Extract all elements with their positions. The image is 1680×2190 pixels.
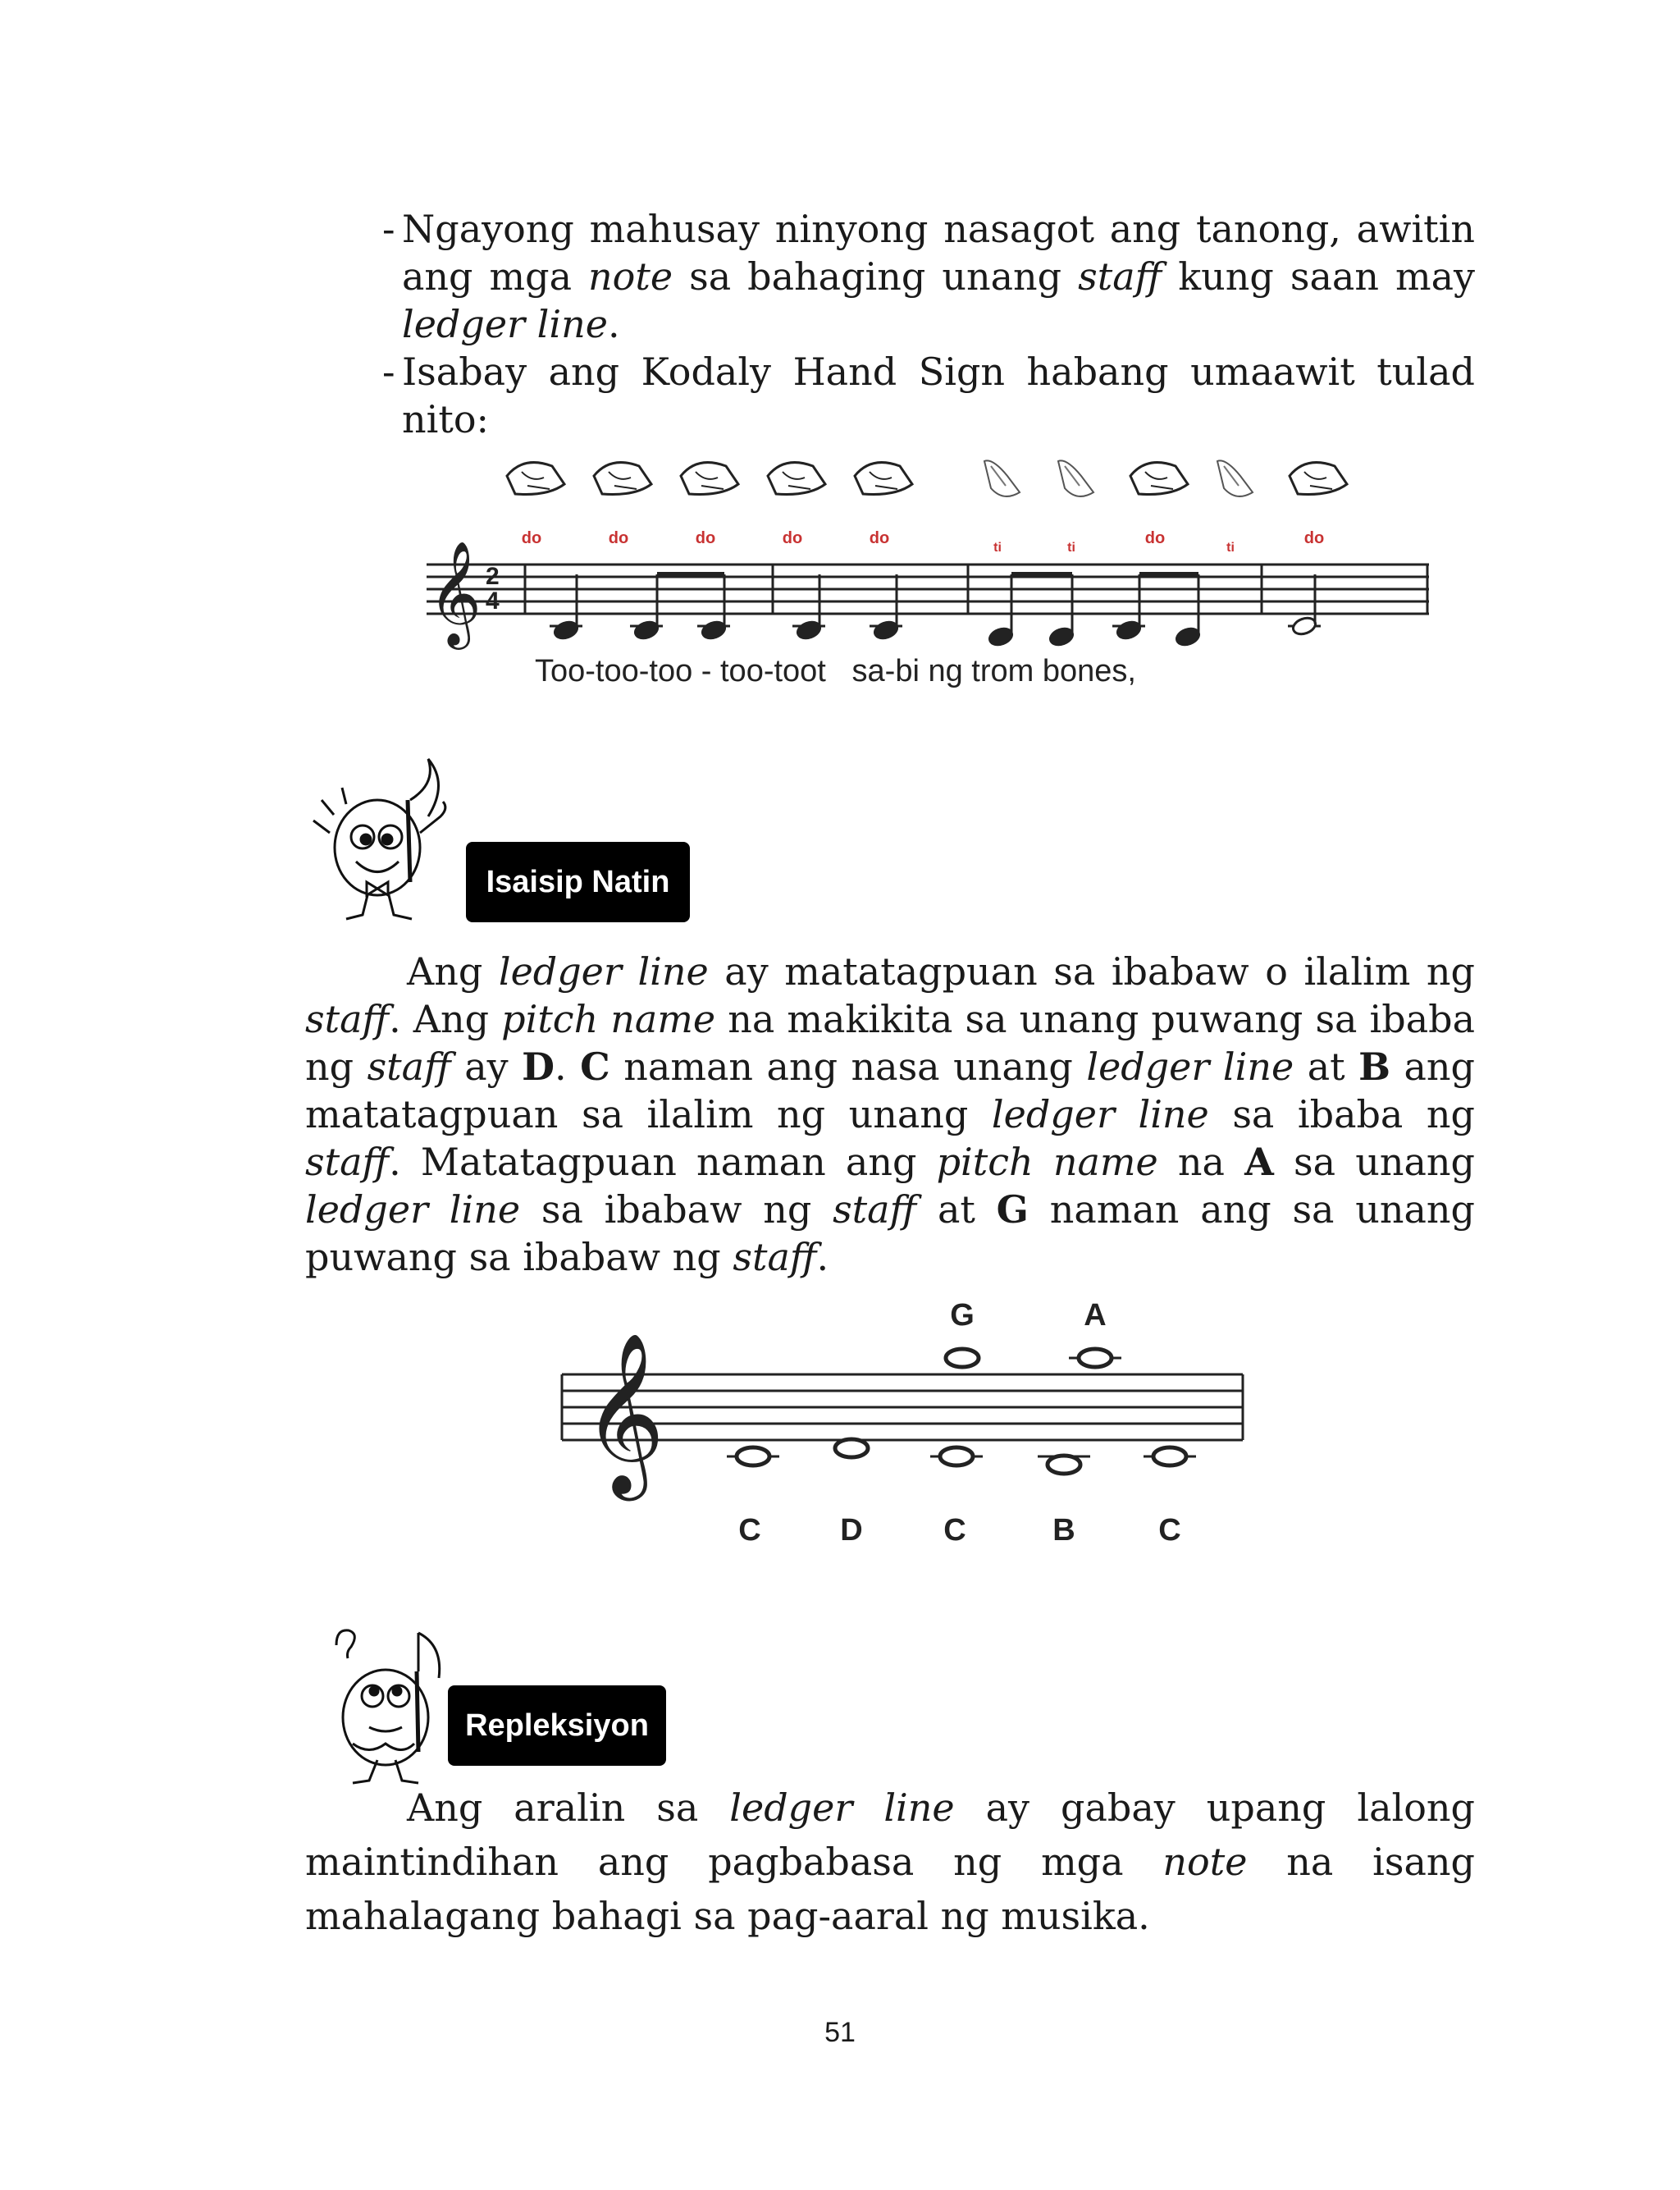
bullet-text [402,207,1475,346]
italic-term: ledger line [991,1092,1209,1136]
text-run: ay matatagpuan sa ibabaw o ilalim ng [708,949,1476,994]
text-run: . Matatagpuan naman ang [389,1140,937,1184]
quarter-note [1048,574,1075,647]
note-label-c1: C [738,1513,761,1548]
quarter-note [870,574,902,641]
note-label-c3: C [1158,1513,1181,1548]
text-run: sa bahaging unang [673,254,1079,299]
italic-term: ledger line [402,302,608,346]
mascot-thinking-icon [320,1621,459,1785]
svg-text:𝄞: 𝄞 [428,540,482,645]
hand-sign-ti-icon [1217,460,1253,496]
time-sig-top: 2 [486,563,500,590]
solfege-syllable: ti [993,541,1002,555]
italic-term: pitch name [936,1140,1158,1184]
hand-sign-do-icon [594,463,651,495]
italic-term: staff [733,1235,817,1279]
repleksiyon-label: Repleksiyon [448,1685,666,1766]
note-label-g: G [950,1298,975,1333]
solfege-syllable: ti [1067,541,1075,555]
quarter-note [1112,574,1145,641]
text-run: ay [450,1045,523,1089]
time-signature [486,563,500,615]
instruction-bullet-2 [382,348,1475,443]
italic-term: staff [305,997,390,1041]
italic-term: staff [367,1045,451,1089]
solfege-syllable: do [1144,529,1166,547]
whole-note [1144,1447,1196,1465]
note-label-b: B [1052,1513,1075,1548]
text-run: na makikita sa unang puwang sa ibaba ng [305,997,1475,1089]
svg-text:𝄞: 𝄞 [582,1332,665,1494]
text-run: . [816,1235,829,1279]
quarter-note [550,574,582,641]
italic-term: staff [1078,254,1162,299]
treble-clef-icon [582,1332,664,1501]
text-run: ay gabay upang lalong maintindihan ang pagbabasa ng mga [305,1785,1475,1884]
quarter-note [1175,574,1201,647]
solfege-syllable: do [869,529,890,547]
whole-note [1038,1456,1090,1474]
text-run: . Ang [389,997,502,1041]
whole-note [936,1349,988,1374]
solfege-syllable: do [695,529,716,547]
score-notes [550,574,1321,647]
text-run: Ngayong mahusay ninyong nasagot ang tanong, awitin ang mga [402,207,1475,299]
text-run: ang matatagpuan sa ilalim ng unang [305,1045,1476,1136]
repleksiyon-paragraph [305,1781,1475,1943]
instruction-bullet-1 [382,205,1475,348]
text-run: sa ibabaw ng [520,1187,833,1232]
text-run: naman ang nasa unang [609,1045,1087,1089]
note-label-c2: C [943,1513,966,1548]
text-run: kung saan may [1162,254,1475,299]
text-run: Ang aralin sa [407,1785,730,1830]
solfege-syllables [522,529,1324,555]
solfege-syllable: do [782,529,803,547]
italic-term: note [1162,1840,1248,1884]
hand-sign-do-icon [855,463,912,495]
whole-note [930,1447,983,1465]
solfege-syllable: do [1303,529,1325,547]
hand-sign-ti-icon [984,460,1020,496]
bold-term: B [1358,1045,1390,1089]
text-run: na [1157,1140,1245,1184]
bold-term: C [580,1045,610,1089]
italic-term: staff [833,1187,917,1232]
quarter-note [697,574,730,641]
bullet-dash: - [382,207,395,251]
hand-sign-do-icon [681,463,738,495]
quarter-note [988,574,1014,647]
bold-term: D [522,1045,555,1089]
isaisip-paragraph [305,948,1475,1281]
text-run: at [916,1187,997,1232]
quarter-note [630,574,663,641]
text-run: . [607,302,620,346]
bold-term: A [1244,1140,1274,1184]
hand-sign-do-icon [1130,463,1188,495]
hand-sign-do-icon [768,463,825,495]
text-run: at [1294,1045,1359,1089]
text-run: Isabay ang Kodaly Hand Sign habang umaawit tulad nito: [402,350,1475,441]
solfege-syllable: do [521,529,542,547]
italic-term: ledger line [729,1785,955,1830]
whole-note [727,1447,779,1465]
italic-term: pitch name [501,997,716,1041]
time-sig-bottom: 4 [486,588,500,615]
quarter-note [792,574,825,641]
bullet-dash: - [382,350,395,394]
text-run: Ang [407,949,499,994]
bold-term: G [996,1187,1029,1232]
solfege-syllable: ti [1226,541,1235,555]
italic-term: ledger line [305,1187,521,1232]
mascot-pointing-icon [305,751,465,923]
italic-term: ledger line [1086,1045,1294,1089]
solfege-syllable: do [608,529,629,547]
hand-sign-do-icon [507,463,564,495]
text-run: naman ang sa unang puwang sa ibabaw ng [305,1187,1475,1279]
whole-note [1069,1349,1121,1367]
text-run: sa unang [1273,1140,1475,1184]
whole-note [835,1439,868,1457]
half-note [1288,574,1321,637]
treble-clef-icon [428,540,482,650]
song-score [410,451,1444,697]
text-run: . [555,1045,581,1089]
note-label-a: A [1084,1298,1107,1333]
hand-sign-ti-icon [1058,460,1093,496]
ledger-line-staff [558,1288,1247,1559]
note-label-d: D [840,1513,863,1548]
hand-sign-do-icon [1290,463,1347,495]
song-lyrics: Too-too-too - too-toot sa-bi ng trom bones, [535,654,1136,688]
italic-term: note [588,254,673,299]
example-notes [727,1349,1196,1474]
page-number: 51 [824,2017,856,2048]
italic-term: staff [305,1140,390,1184]
isaisip-natin-label: Isaisip Natin [466,842,690,922]
kodaly-hand-signs [507,460,1347,496]
text-run: sa ibaba ng [1208,1092,1475,1136]
italic-term: ledger line [498,949,709,994]
text-run: na isang mahalagang bahagi sa pag-aaral ng musika. [305,1840,1475,1938]
bullet-text [402,350,1475,441]
